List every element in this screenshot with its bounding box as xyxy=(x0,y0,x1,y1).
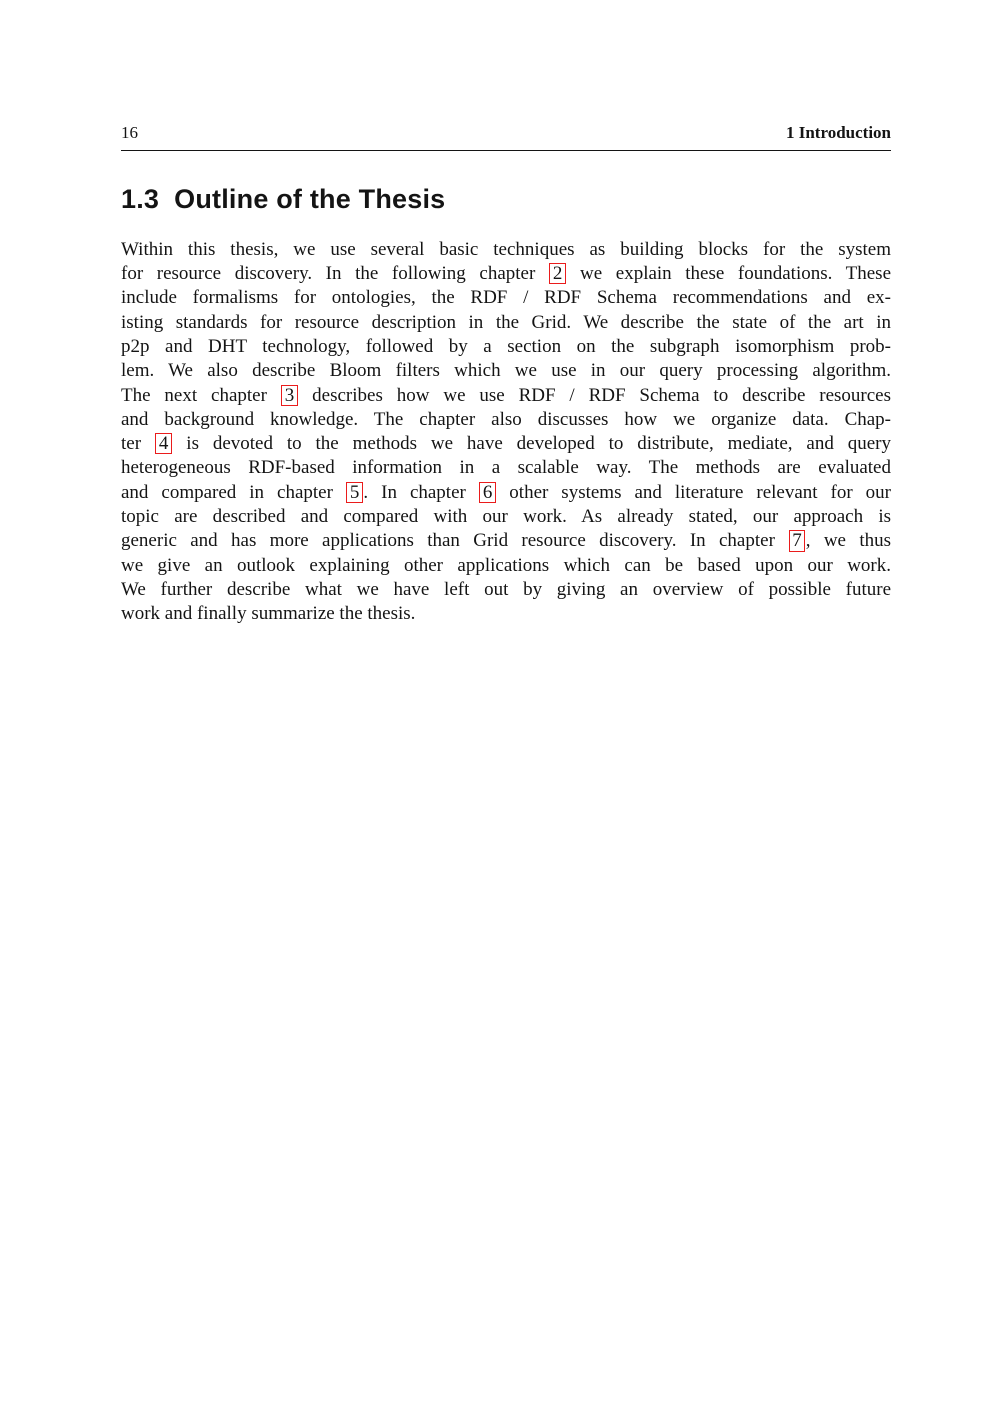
chapter-ref-link[interactable]: 2 xyxy=(549,263,566,284)
chapter-ref-link[interactable]: 7 xyxy=(789,530,806,551)
paragraph xyxy=(121,238,891,627)
text-line xyxy=(121,335,891,359)
text-segment: include formalisms for ontologies, the RDF / RDF Schema recommendations and ex- xyxy=(121,287,891,309)
text-segment: we give an outlook explaining other applications which can be based upon our work. xyxy=(121,554,891,576)
chapter-ref-link[interactable]: 6 xyxy=(479,482,496,503)
text-line xyxy=(121,602,891,626)
text-segment: , we thus xyxy=(805,530,892,552)
text-segment: heterogeneous RDF-based information in a scalable way. The methods are evaluated xyxy=(121,457,891,479)
text-segment: topic are described and compared with our work. As already stated, our approach is xyxy=(121,506,891,527)
chapter-ref-link[interactable]: 5 xyxy=(346,482,363,503)
text-segment: ter xyxy=(121,433,155,455)
text-segment: describes how we use RDF / RDF Schema to describe resources xyxy=(298,384,892,406)
text-line xyxy=(121,359,891,383)
text-segment: lem. We also describe Bloom filters which we use in our query processing algorithm. xyxy=(121,360,891,382)
text-segment: and background knowledge. The chapter also discusses how we organize data. Chap- xyxy=(121,408,891,430)
text-segment: we explain these foundations. These xyxy=(566,263,891,285)
page-number: 16 xyxy=(121,123,138,142)
text-segment: and compared in chapter xyxy=(121,481,346,503)
section-title: Outline of the Thesis xyxy=(174,183,446,214)
text-line xyxy=(121,262,891,286)
text-line xyxy=(121,481,891,505)
text-segment: is devoted to the methods we have developed to distribute, mediate, and query xyxy=(172,433,891,455)
text-line xyxy=(121,529,891,553)
running-chapter-title: 1 Introduction xyxy=(785,123,891,142)
section-number: 1.3 xyxy=(121,183,160,214)
text-segment: generic and has more applications than Grid resource discovery. In chapter xyxy=(121,530,789,552)
text-segment: p2p and DHT technology, followed by a section on the subgraph isomorphism prob- xyxy=(121,335,891,357)
text-line xyxy=(121,384,891,408)
text-line xyxy=(121,554,891,578)
text-line xyxy=(121,408,891,432)
text-segment: . In chapter xyxy=(363,481,479,503)
text-segment: work and finally summarize the thesis. xyxy=(121,603,416,625)
running-header xyxy=(121,124,891,151)
text-segment: We further describe what we have left out by giving an overview of possible future xyxy=(121,578,891,600)
text-line xyxy=(121,286,891,310)
text-line xyxy=(121,505,891,529)
text-segment: Within this thesis, we use several basic techniques as building blocks for the system xyxy=(121,238,891,260)
section-heading xyxy=(121,184,891,215)
text-line xyxy=(121,311,891,335)
text-line xyxy=(121,432,891,456)
text-segment: other systems and literature relevant for our xyxy=(496,481,892,503)
text-segment: for resource discovery. In the following chapter xyxy=(121,263,549,285)
text-segment: isting standards for resource description in the Grid. We describe the state of the art in xyxy=(121,311,891,333)
chapter-ref-link[interactable]: 3 xyxy=(281,385,298,406)
text-segment: The next chapter xyxy=(121,384,281,406)
chapter-ref-link[interactable]: 4 xyxy=(155,433,172,454)
text-line xyxy=(121,578,891,602)
text-column xyxy=(121,0,891,626)
text-line xyxy=(121,238,891,262)
text-line xyxy=(121,456,891,480)
